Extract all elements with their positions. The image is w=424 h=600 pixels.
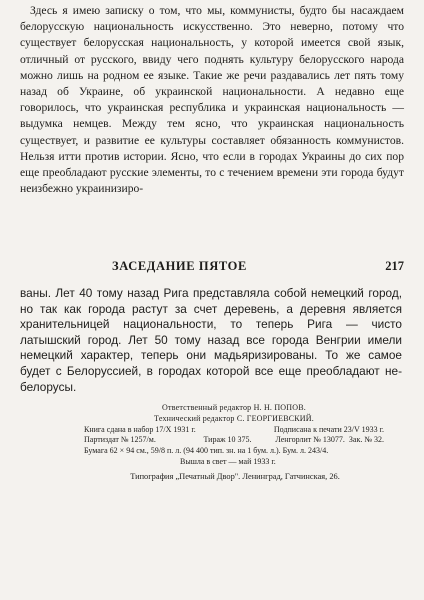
colophon-lenlit-order xyxy=(275,435,384,446)
printer-imprint: Типография „Печатный Двор". Ленинград, Гатчинская, 26. xyxy=(130,472,340,481)
colophon-signed: Подписана к печати 23/V 1933 г. xyxy=(273,424,384,434)
colophon-paper: Бумага 62 × 94 см., 59/8 п. л. (94 400 тип. зн. на 1 бум. л.). Бум. л. 243/4. xyxy=(84,446,329,456)
section-title: ЗАСЕДАНИЕ ПЯТОЕ xyxy=(112,259,247,273)
colophon-typeset: Книга сдана в набор 17/X 1931 г. xyxy=(84,424,196,434)
paragraph-ukraine-belarus: Здесь я имею записку о том, что мы, коммунисты, будто бы насаждаем белорусскую национальность искусственно. Это неверно, потому что существует белорусская национальность, у которой имеется свой язык, отличный от русского, ввиду чего поднять культуру белорусского народа можно лишь на родном ее языке. Такие же речи раздавались лет пять тому назад об Украине, об украинской национальности. А недавно еще говорилось, что украинская республика и украинская национальность — выдумка немцев. Между тем ясно, что украинская национальность существует, и развитие ее культуры составляет обязанность коммунистов. Нельзя итти против истории. Ясно, что если в городах Украины до сих пор еще преобладают русские элементы, то с течением времени эти города будут неизбежно украинизиро- xyxy=(20,4,404,196)
colophon-released: Вышла в свет — май 1933 г. xyxy=(180,456,276,466)
colophon-numbers-row xyxy=(84,435,384,446)
colophon-editor: Ответственный редактор Н. Н. ПОПОВ. xyxy=(162,403,306,412)
colophon-tech-editor: Технический редактор С. ГЕОРГИЕВСКИЙ. xyxy=(154,413,314,423)
colophon-print-run: Тираж 10 375. xyxy=(203,435,252,445)
colophon xyxy=(84,403,384,468)
page-number: 217 xyxy=(385,259,404,273)
colophon-dates-row xyxy=(84,425,384,436)
colophon-batch: Партиздат № 1257/м. xyxy=(84,435,156,445)
paragraph-riga-hungary: ваны. Лет 40 тому назад Рига представляла собой немецкий город, но так как города растут за счет деревень, а деревня является хранительницей национальности, то теперь Рига — чисто латышский город. Лет 50 тому назад все города Венгрии имели немецкий характер, теперь они мадьяризированы. То же самое будет с Белоруссией, в городах которой все еще преобладают не-белорусы. xyxy=(20,286,402,394)
body-text-top xyxy=(20,3,404,197)
colophon-lenlit: Ленгорлит № 13077. xyxy=(275,435,345,445)
body-text-continued xyxy=(20,286,402,395)
colophon-order: Зак. № 32. xyxy=(348,435,384,445)
